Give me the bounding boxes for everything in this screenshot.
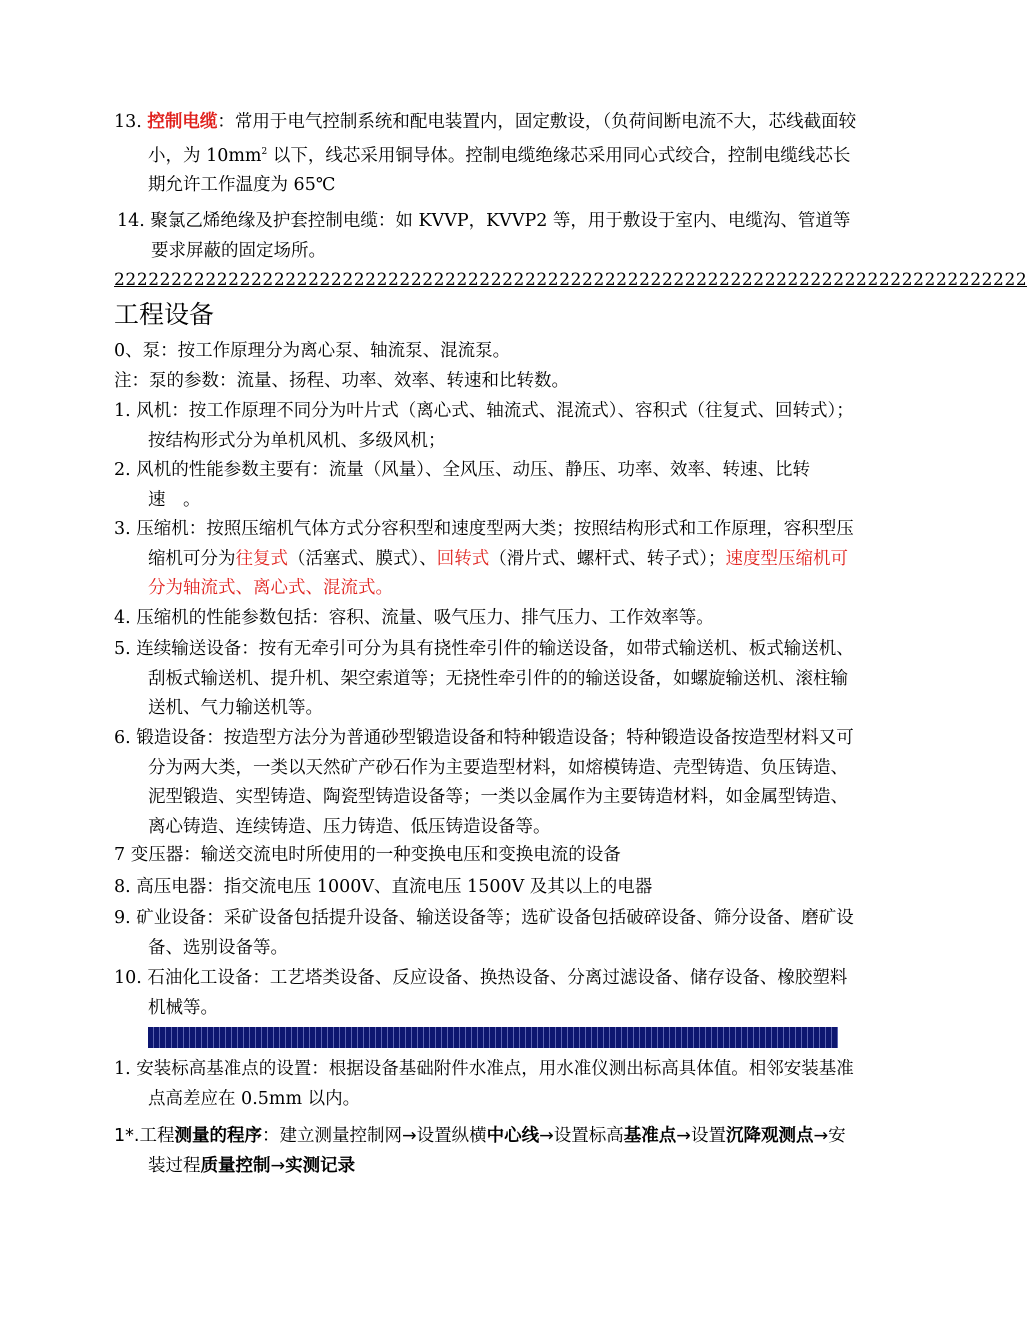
equip-item-1-fan	[114, 397, 858, 456]
equip-item-3-f: 速度型压缩机可分为轴流式、离心式、混流式。	[148, 548, 848, 598]
equip-item-2-fan-params	[114, 456, 858, 515]
equip-note	[114, 367, 858, 397]
proc-p6: →	[270, 1155, 286, 1176]
proc-p2: ：建立测量控制网→设置纵横	[261, 1126, 487, 1146]
equip-item-9-mining	[114, 904, 858, 963]
equip-item-3-compressor	[114, 515, 858, 604]
item-14-text: 聚氯乙烯绝缘及护套控制电缆：如 KVVP，KVVP2 等，用于敷设于室内、电缆沟、管道等要求屏蔽的固定场所。	[150, 211, 851, 261]
equip-item-4-compressor-params	[114, 604, 858, 634]
equip-note-text: 注：泵的参数：流量、扬程、功率、效率、转速和比转数。	[114, 371, 569, 391]
proc-b3: 基准点	[623, 1126, 677, 1146]
equip-item-7-transformer	[114, 841, 858, 871]
equip-item-1-text: 1. 风机：按工作原理不同分为叶片式（离心式、轴流式、混流式）、容积式（往复式、回转式）；按结构形式分为单机风机、多级风机；	[114, 401, 854, 451]
equip-item-10-text: 10. 石油化工设备：工艺塔类设备、反应设备、换热设备、分离过滤设备、储存设备、橡胶塑料机械等。	[114, 968, 848, 1018]
item-13-text-a: ：常用于电气控制系统和配电装置内，固定敷设，（负荷间断电流不大，芯线截面较小，为 10mm	[148, 112, 857, 166]
equip-item-3-d: 回转式	[436, 548, 490, 569]
item-13-number: 13.	[114, 112, 142, 132]
equip-item-5-conveyor	[114, 635, 858, 724]
proc-p5: →安装过程	[148, 1126, 846, 1176]
item-13-control-cable	[114, 108, 858, 201]
equip-item-9-text: 9. 矿业设备：采矿设备包括提升设备、输送设备等；选矿设备包括破碎设备、筛分设备、磨矿设备、选别设备等。	[114, 908, 854, 958]
equip-item-7-text: 7 变压器：输送交流电时所使用的一种变换电压和变换电流的设备	[114, 845, 621, 865]
proc-b6: 实测记录	[285, 1155, 356, 1176]
item-13-text-b: 以下，线芯采用铜导体。控制电缆绝缘芯采用同心式绞合，控制电缆线芯长期允许工作温度为 65℃	[148, 145, 851, 195]
equip-item-0-pump	[114, 337, 858, 367]
item-13-term: 控制电缆	[147, 112, 218, 132]
equip-item-3-e: （滑片式、螺杆式、转子式）；	[489, 548, 726, 569]
section-title: 工程设备	[114, 300, 215, 329]
separator-bar-pattern	[148, 1027, 838, 1048]
item-14-pvc-cable	[117, 207, 861, 266]
install-item-1-text: 1. 安装标高基准点的设置：根据设备基础附件水准点，用水准仪测出标高具体值。相邻安装基准点高差应在 0.5mm 以内。	[114, 1059, 854, 1109]
install-item-1-benchmark	[114, 1055, 858, 1114]
proc-b2: 中心线	[486, 1126, 540, 1146]
divider-line: 22222222222222222222222222222222222222222222222222222222222222222222222222222222	[114, 270, 1027, 290]
equip-item-10-petrochem	[114, 964, 858, 1023]
equip-item-2-text: 2. 风机的性能参数主要有：流量（风量）、全风压、动压、静压、功率、效率、转速、比转速 。	[114, 460, 811, 510]
proc-p3: →设置标高	[539, 1126, 624, 1146]
proc-p1: 1*.工程	[114, 1126, 175, 1146]
equip-item-6-text: 6. 锻造设备：按造型方法分为普通砂型锻造设备和特种锻造设备；特种锻造设备按造型材料又可分为两大类，一类以天然矿产砂石作为主要造型材料，如熔模铸造、壳型铸造、负压铸造、泥型锻造、实型铸造、陶瓷型铸造设备等；一类以金属作为主要铸造材料，如金属型铸造、离心铸造、连续铸造、压力铸造、低压铸造设备等。	[114, 728, 854, 837]
install-item-1star-procedure	[114, 1122, 858, 1181]
item-13-superscript: 2	[261, 146, 268, 157]
equip-item-4-text: 4. 压缩机的性能参数包括：容积、流量、吸气压力、排气压力、工作效率等。	[114, 608, 714, 628]
equip-item-0-text: 0、泵：按工作原理分为离心泵、轴流泵、混流泵。	[114, 341, 511, 361]
item-14-number: 14.	[117, 211, 145, 231]
section-separator-bar	[148, 1027, 838, 1048]
equip-item-3-a: 3. 压缩机：按照压缩机气体方式分容积型和速度型两大类；按照结构形式和工作原理，容积型压缩机可分为	[114, 519, 854, 569]
equip-item-8-text: 8. 高压电器：指交流电压 1000V、直流电压 1500V 及其以上的电器	[114, 877, 653, 897]
equip-item-6-forging	[114, 724, 858, 842]
proc-b1: 测量的程序	[174, 1126, 262, 1146]
proc-b5: 质量控制	[200, 1155, 271, 1176]
equip-item-5-text: 5. 连续输送设备：按有无牵引可分为具有挠性牵引件的输送设备，如带式输送机、板式输送机、刮板式输送机、提升机、架空索道等；无挠性牵引件的的输送设备，如螺旋输送机、滚柱输送机、气力输送机等。	[114, 639, 854, 718]
proc-b4: 沉降观测点	[725, 1126, 814, 1146]
equip-item-3-c: （活塞式、膜式）、	[288, 548, 437, 569]
proc-p4: →设置	[676, 1126, 726, 1146]
equip-item-8-hv-electrical	[114, 873, 858, 903]
equip-item-3-b: 往复式	[235, 548, 288, 569]
